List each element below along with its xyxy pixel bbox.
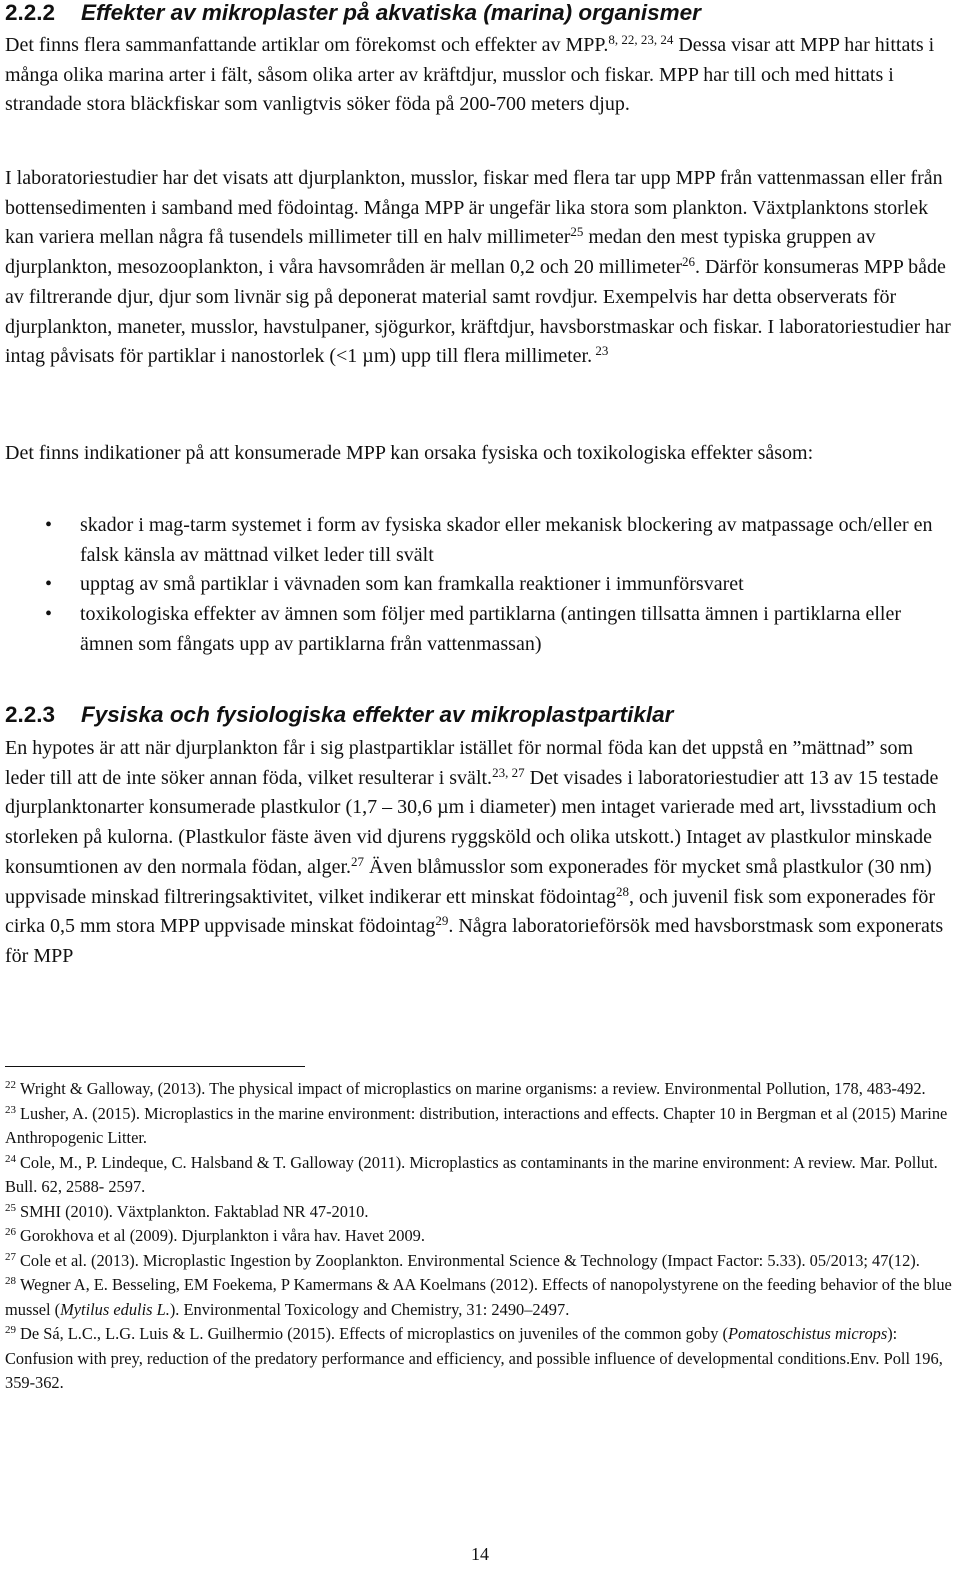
footnote-26 bbox=[5, 1224, 953, 1249]
text-run: Dessa visar att MPP har hittats i många olika marina arter i fält, såsom olika arter av kräftdjur, musslor och fiskar. MPP har till och med hittats i strandade stora bläckfiskar som vanligtvis söker föda på 200-700 meters djup. bbox=[5, 34, 935, 116]
citation-superscript: 23, 27 bbox=[492, 764, 525, 780]
footnote-text: Cole et al. (2013). Microplastic Ingestion by Zooplankton. Environmental Science & Technology (Impact Factor: 5.33). 05/2013; 47(12). bbox=[20, 1250, 920, 1270]
paragraph-mpp-occurrence bbox=[5, 31, 951, 120]
bullet-icon: • bbox=[45, 573, 53, 596]
citation-superscript: 26 bbox=[682, 254, 696, 270]
footnote-text: SMHI (2010). Växtplankton. Faktablad NR 47-2010. bbox=[20, 1201, 369, 1221]
page-number: 14 bbox=[471, 1544, 489, 1564]
text-run: Även blåmusslor som exponerades för mycket små plastkulor (30 nm) uppvisade minskad filtreringsaktivitet, vilket indikerar ett minskat födointag bbox=[5, 855, 932, 908]
footnote-number: 29 bbox=[5, 1324, 16, 1336]
section-title: Fysiska och fysiologiska effekter av mikroplastpartiklar bbox=[81, 702, 674, 727]
species-name: Mytilus edulis L. bbox=[60, 1299, 170, 1319]
list-item-text: upptag av små partiklar i vävnaden som kan framkalla reaktioner i immunförsvaret bbox=[80, 573, 744, 596]
section-number: 2.2.2 bbox=[5, 0, 56, 25]
section-heading-2-2-2 bbox=[5, 0, 701, 26]
list-item bbox=[5, 570, 951, 600]
list-item-text: toxikologiska effekter av ämnen som följer med partiklarna (antingen tillsatta ämnen i partiklarna eller ämnen som fångats upp av partiklarna från vattenmassan) bbox=[80, 603, 902, 655]
footnote-25 bbox=[5, 1200, 953, 1225]
footnote-number: 24 bbox=[5, 1152, 16, 1165]
footnote-text: Lusher, A. (2015). Microplastics in the marine environment: distribution, interactions and effects. Chapter 10 in Bergman et al (2015) Marine Anthropogenic Litter. bbox=[5, 1103, 948, 1147]
footnote-22 bbox=[5, 1077, 953, 1102]
paragraph-laboratory-studies bbox=[5, 164, 951, 372]
footnote-text: Wegner A, E. Besseling, EM Foekema, P Kamermans & AA Koelmans (2012). Effects of nanopolystyrene on the feeding behavior of the blue mussel ( bbox=[5, 1275, 952, 1319]
footnote-text: Gorokhova et al (2009). Djurplankton i våra hav. Havet 2009. bbox=[20, 1226, 425, 1245]
footnote-number: 25 bbox=[5, 1201, 16, 1214]
footnote-29 bbox=[5, 1322, 953, 1396]
text-run: Det finns flera sammanfattande artiklar om förekomst och effekter av MPP. bbox=[5, 34, 609, 56]
footnote-28 bbox=[5, 1273, 953, 1322]
citation-superscript: 28 bbox=[615, 883, 629, 899]
bullet-icon: • bbox=[45, 514, 53, 536]
footnote-number: 22 bbox=[5, 1079, 16, 1091]
paragraph-indications: Det finns indikationer på att konsumerade MPP kan orsaka fysiska och toxikologiska effekter såsom: bbox=[5, 442, 814, 464]
text-run: Det visades i laboratoriestudier att 13 av 15 testade djurplanktonarter konsumerade plastkulor (1,7 – 30,6 µm i diameter) men intaget varierade med art, livsstadium och storleken på kulorna. (Plastkulor fäste även vid djurens ryggsköld och olika utskott.) Intaget av plastkulor minskade konsumtionen av den normala födan, alger. bbox=[5, 766, 939, 878]
list-item bbox=[5, 600, 951, 659]
footnote-text: Wright & Galloway, (2013). The physical impact of microplastics on marine organisms: a review. Environmental Pollution, 178, 483-492. bbox=[20, 1079, 926, 1098]
citation-superscript: 27 bbox=[351, 853, 365, 869]
species-name: Pomatoschistus microps bbox=[728, 1324, 888, 1343]
footnote-23 bbox=[5, 1102, 953, 1151]
text-run: En hypotes är att när djurplankton får i sig plastpartiklar istället för normal föda kan det uppstå en ”mättnad” som leder till att de inte söker annan föda, vilket resulterar i svält. bbox=[5, 737, 914, 789]
footnote-text: Cole, M., P. Lindeque, C. Halsband & T. Galloway (2011). Microplastics as contaminants in the marine environment: A review. Mar. Pollut. Bull. 62, 2588- 2597. bbox=[5, 1152, 938, 1196]
list-item bbox=[5, 511, 951, 570]
section-title: Effekter av mikroplaster på akvatiska (marina) organismer bbox=[81, 0, 701, 25]
text-run: I laboratoriestudier har det visats att djurplankton, musslor, fiskar med flera tar upp MPP från vattenmassan eller från bottensedimenten i samband med födointag. Många MPP är ungefär lika stora som plankton. Växtplanktons storlek kan variera mellan några få tusendels millimeter till en halv millimeter bbox=[5, 167, 943, 249]
footnote-text: ). Environmental Toxicology and Chemistry, 31: 2490–2497. bbox=[169, 1299, 570, 1319]
footnote-number: 23 bbox=[5, 1103, 16, 1116]
footnote-separator bbox=[5, 1066, 305, 1067]
citation-superscript: 23 bbox=[592, 343, 609, 359]
text-run: medan den mest typiska gruppen av djurplankton, mesozooplankton, i våra havsområden är mellan 0,2 och 20 millimeter bbox=[5, 226, 876, 279]
citation-superscript: 8, 22, 23, 24 bbox=[608, 32, 674, 47]
footnote-number: 27 bbox=[5, 1250, 16, 1263]
paragraph-physical-effects bbox=[5, 734, 951, 972]
footnote-27 bbox=[5, 1249, 953, 1274]
citation-superscript: 29 bbox=[435, 913, 449, 929]
effects-bullet-list bbox=[5, 511, 951, 660]
section-heading-2-2-3 bbox=[5, 702, 673, 728]
bullet-icon: • bbox=[45, 603, 53, 626]
text-run: . Därför konsumeras MPP både av filtrerande djur, djur som livnär sig på deponerat material samt rovdjur. Exempelvis har detta observerats för djurplankton, maneter, musslor, havstulpaner, sjögurkor, kräftdjur, havsborstmaskar och fiskar. I laboratoriestudier har intag påvisats för partiklar i nanostorlek (<1 µm) upp till flera millimeter. bbox=[5, 256, 951, 368]
footnote-24 bbox=[5, 1151, 953, 1200]
footnote-text: ): Confusion with prey, reduction of the predatory performance and efficiency, and possible influence of developmental conditions.Env. Poll 196, 359-362. bbox=[5, 1324, 943, 1392]
footnotes bbox=[5, 1077, 953, 1396]
footnote-text: De Sá, L.C., L.G. Luis & L. Guilhermio (2015). Effects of microplastics on juveniles of the common goby ( bbox=[20, 1324, 729, 1343]
citation-superscript: 25 bbox=[570, 224, 584, 240]
text-run: , och juvenil fisk som exponerades för cirka 0,5 mm stora MPP uppvisade minskat födointag bbox=[5, 885, 936, 938]
footnote-number: 26 bbox=[5, 1226, 16, 1238]
list-item-text: skador i mag-tarm systemet i form av fysiska skador eller mekanisk blockering av matpassage och/eller en falsk känsla av mättnad vilket leder till svält bbox=[80, 514, 933, 566]
section-number: 2.2.3 bbox=[5, 702, 56, 727]
footnote-number: 28 bbox=[5, 1275, 16, 1287]
text-run: . Några laboratorieförsök med havsborstmask som exponerats för MPP bbox=[5, 915, 944, 967]
